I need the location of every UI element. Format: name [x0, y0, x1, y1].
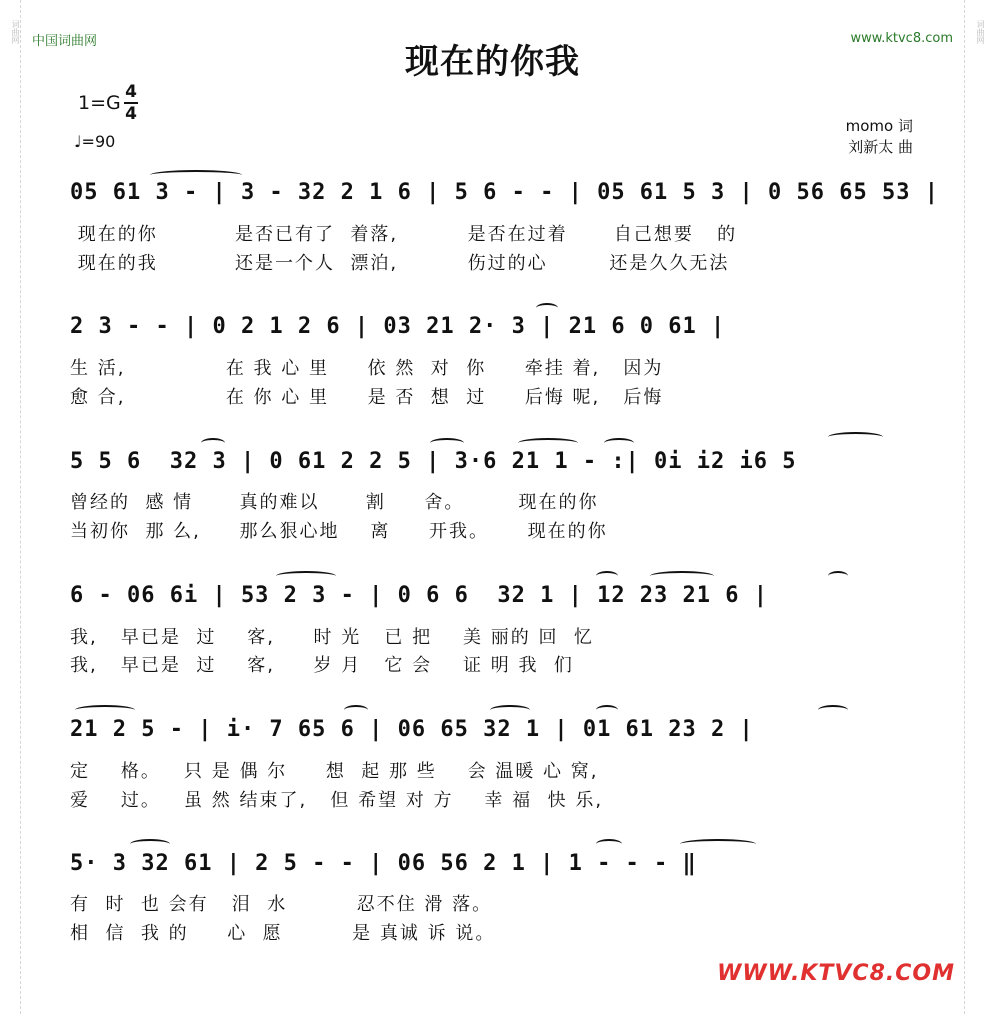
- site-name: 中国词曲网: [32, 34, 98, 49]
- lyrics-row-1-verse-1: 现在的你 是否已有了 着落, 是否在过着 自己想要 的: [70, 224, 738, 245]
- time-signature-bottom: 4: [125, 104, 137, 124]
- lyrics-row-1-verse-2: 现在的我 还是一个人 漂泊, 伤过的心 还是久久无法: [70, 253, 730, 274]
- slur-mark: [150, 170, 242, 180]
- site-url[interactable]: www.ktvc8.com: [850, 31, 953, 46]
- notation-row-4: 6 - 06 6i | 53 2 3 - | 0 6 6 32 1 | 12 23 21 6 |: [70, 583, 769, 608]
- slur-mark: [518, 438, 578, 448]
- slur-mark: [201, 438, 225, 448]
- lyrics-row-5-verse-1: 定 格。 只 是 偶 尔 想 起 那 些 会 温暖 心 窝,: [70, 761, 599, 782]
- lyrics-row-3-verse-1: 曾经的 感 情 真的难以 割 舍。 现在的你: [70, 492, 599, 513]
- lyrics-row-2-verse-1: 生 活, 在 我 心 里 依 然 对 你 牵挂 着, 因为: [70, 358, 664, 379]
- watermark-logo: WWW.KTVC8.COM: [717, 961, 955, 986]
- notation-row-6: 5· 3 32 61 | 2 5 - - | 06 56 2 1 | 1 - - - ‖: [70, 851, 697, 876]
- slur-mark: [344, 705, 368, 715]
- slur-mark: [828, 432, 883, 442]
- lyrics-row-2-verse-2: 愈 合, 在 你 心 里 是 否 想 过 后悔 呢, 后悔: [70, 387, 664, 408]
- slur-mark: [604, 438, 634, 448]
- left-side-mark: 词曲网: [11, 20, 20, 44]
- slur-mark: [596, 839, 622, 849]
- key-signature: 1=G: [78, 92, 121, 114]
- lyrics-row-6-verse-2: 相 信 我 的 心 愿 是 真诚 诉 说。: [70, 923, 496, 944]
- slur-mark: [596, 705, 618, 715]
- lyrics-row-4-verse-2: 我, 早已是 过 客, 岁 月 它 会 证 明 我 们: [70, 655, 574, 676]
- slur-mark: [130, 839, 170, 849]
- slur-mark: [75, 705, 135, 715]
- slur-mark: [536, 303, 558, 313]
- song-title: 现在的你我: [405, 42, 580, 82]
- time-signature: [124, 82, 138, 124]
- notation-row-1: 05 61 3 - | 3 - 32 2 1 6 | 5 6 - - | 05 61 5 3 | 0 56 65 53 |: [70, 180, 939, 205]
- slur-mark: [828, 571, 848, 581]
- notation-row-3: 5 5 6 32 3 | 0 61 2 2 5 | 3·6 21 1 - :| 0i i2 i6 5: [70, 449, 797, 474]
- time-signature-top: 4: [125, 82, 137, 102]
- lyricist-credit: momo 词: [845, 117, 913, 135]
- lyrics-row-4-verse-1: 我, 早已是 过 客, 时 光 已 把 美 丽的 回 忆: [70, 627, 594, 648]
- slur-mark: [650, 571, 714, 581]
- slur-mark: [680, 839, 756, 849]
- right-side-mark: 词曲网: [976, 20, 985, 44]
- lyrics-row-5-verse-2: 爱 过。 虽 然 结束了, 但 希望 对 方 幸 福 快 乐,: [70, 790, 604, 811]
- notation-row-2: 2 3 - - | 0 2 1 2 6 | 03 21 2· 3 | 21 6 0 61 |: [70, 314, 726, 339]
- slur-mark: [430, 438, 464, 448]
- right-border: [964, 0, 985, 1014]
- slur-mark: [596, 571, 618, 581]
- lyrics-row-3-verse-2: 当初你 那 么, 那么狠心地 离 开我。 现在的你: [70, 521, 608, 542]
- notation-row-5: 21 2 5 - | i· 7 65 6 | 06 65 32 1 | 01 61 23 2 |: [70, 717, 754, 742]
- slur-mark: [490, 705, 530, 715]
- tempo-marking: ♩=90: [74, 132, 116, 151]
- left-border: [0, 0, 21, 1014]
- composer-credit: 刘新太 曲: [848, 138, 913, 156]
- lyrics-row-6-verse-1: 有 时 也 会有 泪 水 忍不住 滑 落。: [70, 894, 493, 915]
- slur-mark: [276, 571, 336, 581]
- slur-mark: [818, 705, 848, 715]
